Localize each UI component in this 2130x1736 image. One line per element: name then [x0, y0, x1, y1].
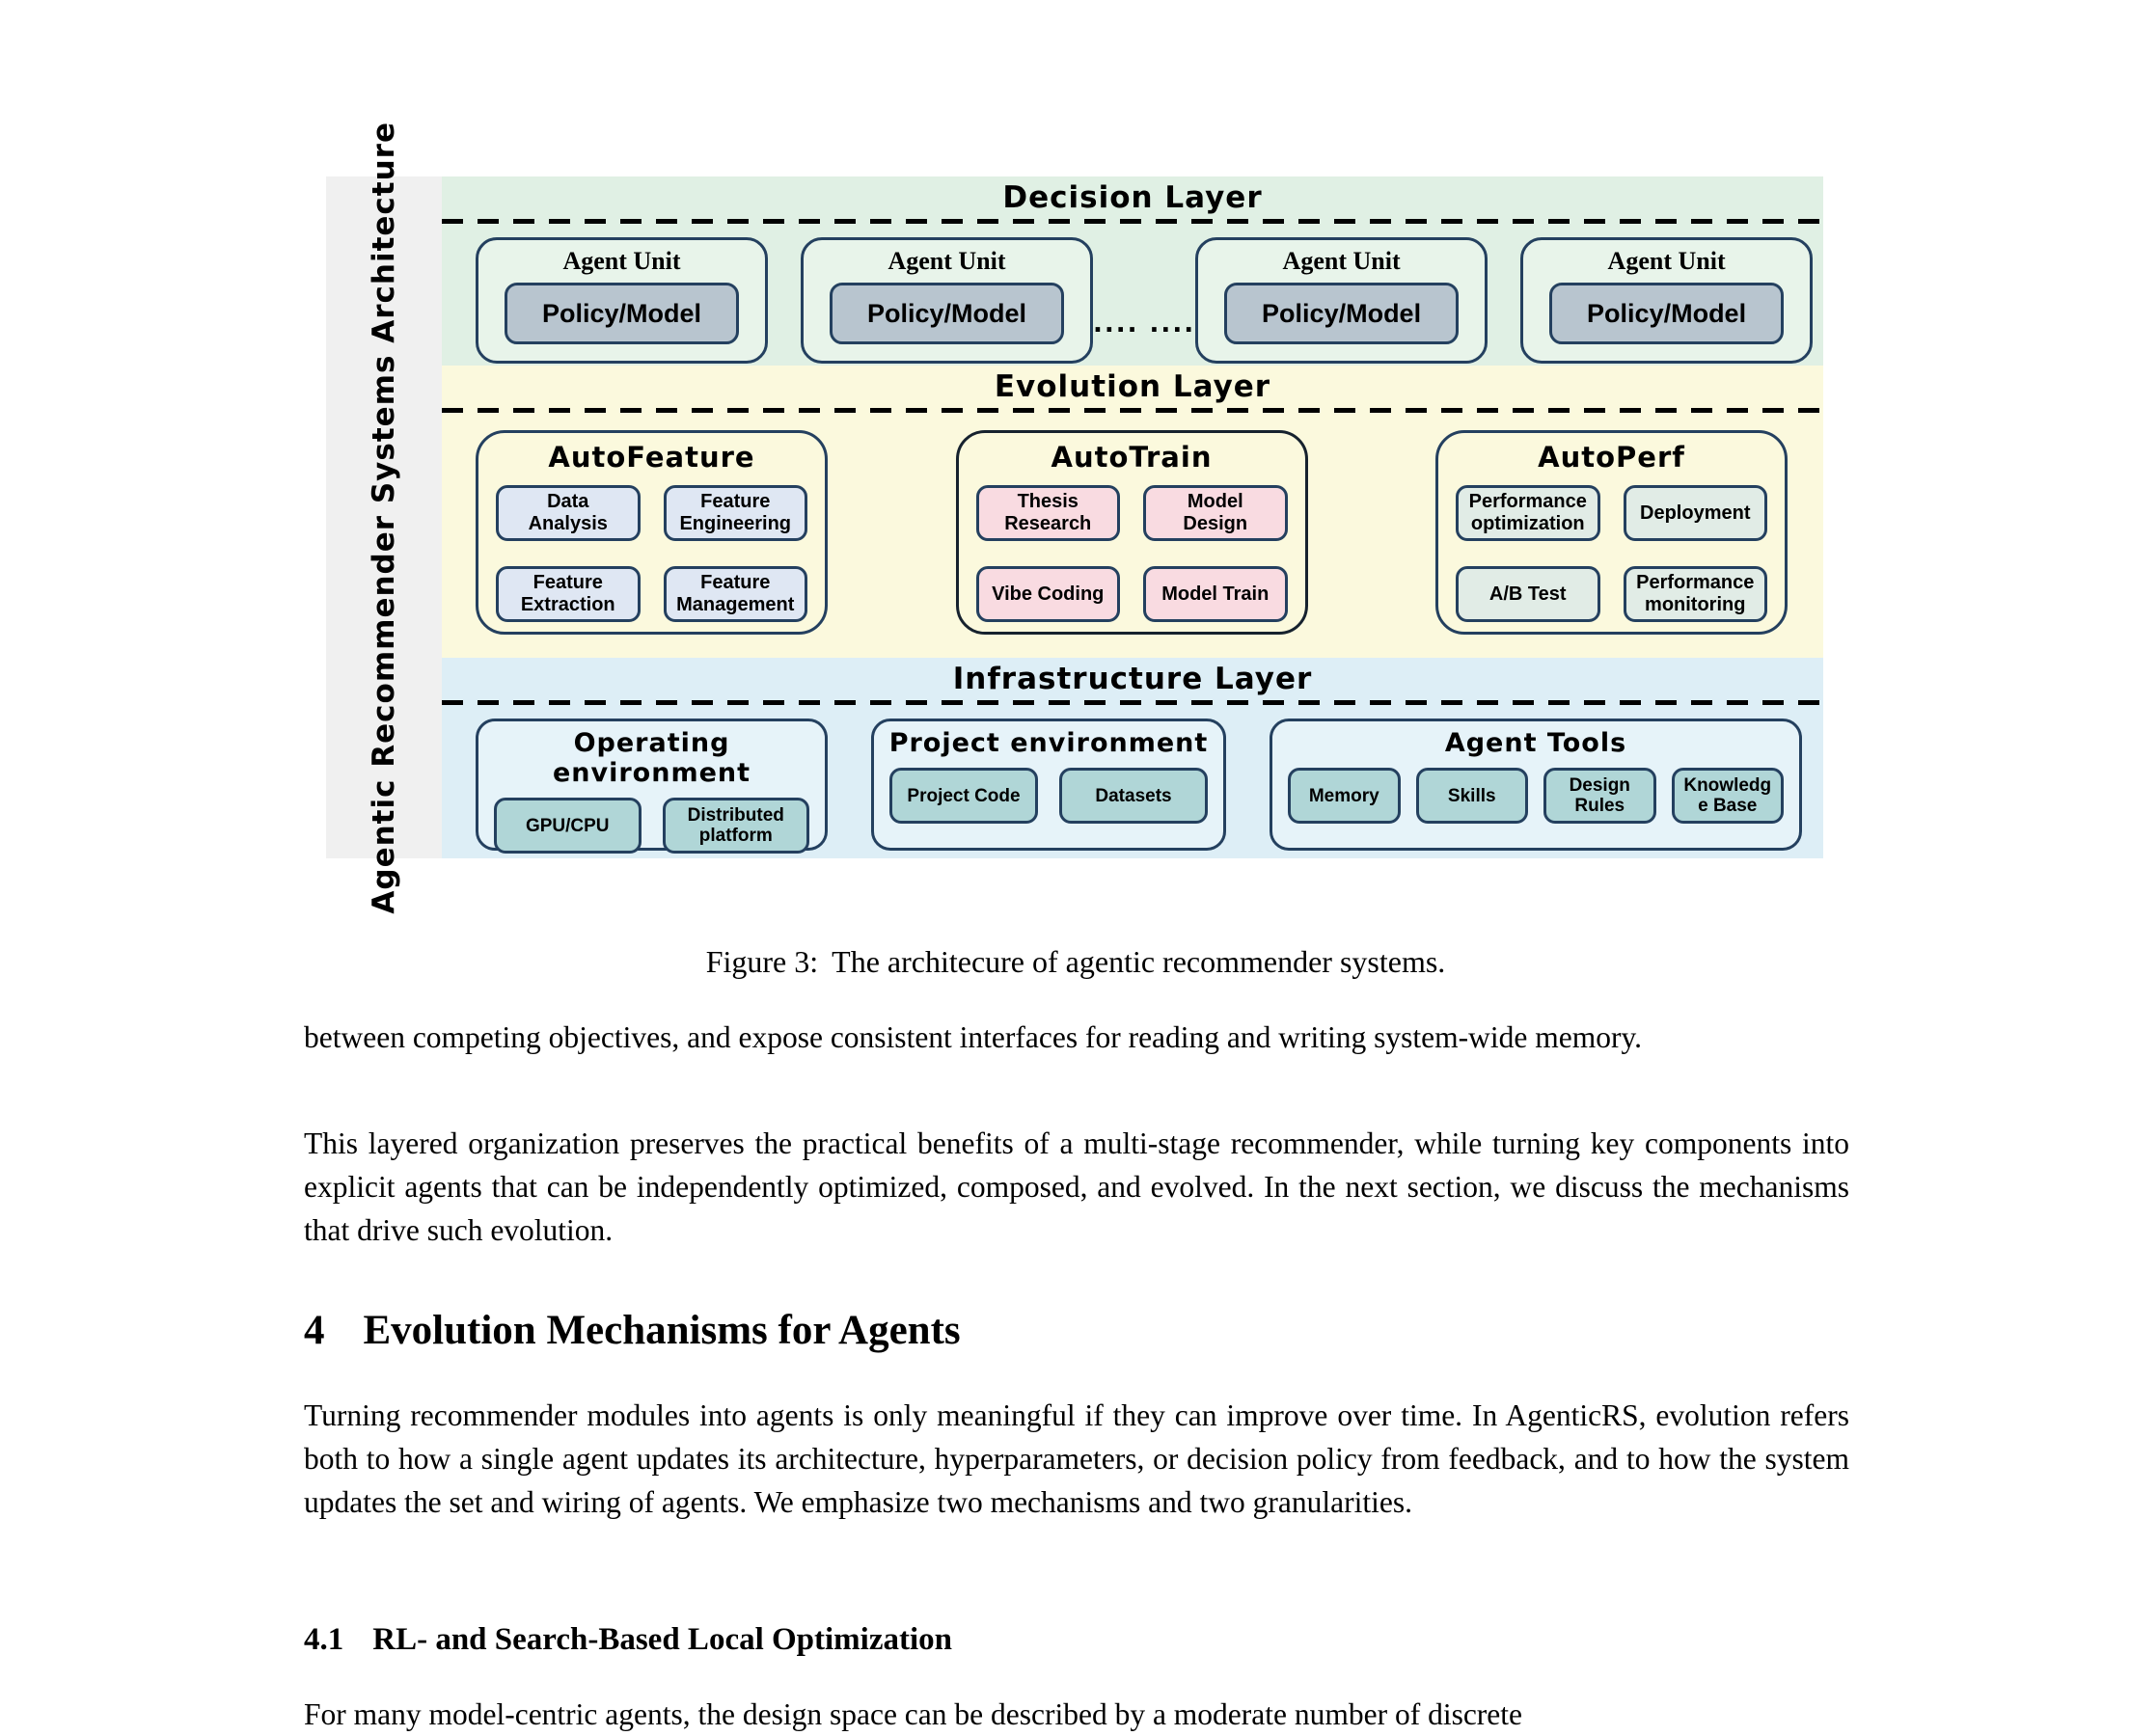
agent-unit-title: Agent Unit: [562, 247, 681, 275]
agent-unit-title: Agent Unit: [1607, 247, 1726, 275]
item-skills: Skills: [1416, 768, 1529, 824]
agent-tools-group: [1270, 719, 1802, 851]
agent-unit-2: [801, 237, 1093, 364]
item-performance-optimization: Performance optimization: [1456, 485, 1600, 541]
figure-sidebar: [326, 121, 442, 914]
figure-caption-label: Figure 3:: [705, 944, 819, 979]
project-environment-group: [871, 719, 1226, 851]
evolution-layer: [442, 366, 1823, 658]
item-knowledge-base: Knowledg e Base: [1672, 768, 1785, 824]
autotrain-title: AutoTrain: [1051, 441, 1213, 474]
figure-caption: [304, 944, 1847, 980]
autotrain-group: [956, 430, 1308, 635]
item-deployment: Deployment: [1624, 485, 1768, 541]
paragraph-1: between competing objectives, and expose consistent interfaces for reading and writing system-wide memory.: [304, 1020, 1643, 1054]
item-datasets: Datasets: [1059, 768, 1208, 824]
item-performance-monitoring: Performance monitoring: [1624, 566, 1768, 622]
subsection-heading: [304, 1622, 1849, 1658]
item-ab-test: A/B Test: [1456, 566, 1600, 622]
decision-layer-title: Decision Layer: [1002, 180, 1263, 215]
paragraph-2: This layered organization preserves the practical benefits of a multi-stage recommender, while turning key components into explicit agents that can be independently optimized, composed, and evolved. In the next section, we discuss the mechanisms that drive such evolution.: [304, 1126, 1849, 1247]
figure-caption-text: The architecure of agentic recommender systems.: [832, 944, 1446, 979]
agent-tools-title: Agent Tools: [1444, 728, 1627, 758]
agent-unit-title: Agent Unit: [1282, 247, 1401, 275]
agent-unit-4: [1520, 237, 1813, 364]
figure-layers: [442, 176, 1823, 858]
item-model-design: Model Design: [1143, 485, 1288, 541]
item-feature-management: Feature Management: [664, 566, 808, 622]
section-heading: [304, 1307, 1849, 1354]
operating-environment-group: [476, 719, 828, 851]
autofeature-group: [476, 430, 828, 635]
item-memory: Memory: [1288, 768, 1401, 824]
figure-architecture-diagram: [326, 121, 1823, 914]
section-number: 4: [304, 1308, 325, 1353]
evolution-groups-row: [442, 413, 1823, 635]
autofeature-title: AutoFeature: [548, 441, 755, 474]
decision-layer: [442, 176, 1823, 366]
evolution-layer-title: Evolution Layer: [994, 369, 1271, 404]
autoperf-group: [1435, 430, 1788, 635]
item-gpu-cpu: GPU/CPU: [494, 798, 642, 854]
project-environment-title: Project environment: [888, 728, 1209, 758]
item-feature-extraction: Feature Extraction: [496, 566, 641, 622]
agent-unit-1: [476, 237, 768, 364]
item-design-rules: Design Rules: [1543, 768, 1656, 824]
item-thesis-research: Thesis Research: [976, 485, 1121, 541]
policy-model-box: Policy/Model: [830, 283, 1064, 344]
ellipsis-dots: .... ....: [1093, 310, 1196, 339]
item-data-analysis: Data Analysis: [496, 485, 641, 541]
autoperf-title: AutoPerf: [1538, 441, 1685, 474]
paragraph-3: Turning recommender modules into agents is only meaningful if they can improve over time. In AgenticRS, evolution refers both to how a single agent updates its architecture, hyperparameters, or decision policy from feedback, and to how the system updates the set and wiring of agents. We emphasize two mechanisms and two granularities.: [304, 1398, 1849, 1519]
section-title: Evolution Mechanisms for Agents: [363, 1308, 961, 1353]
subsection-title: RL- and Search-Based Local Optimization: [372, 1622, 953, 1657]
figure-sidebar-label: Agentic Recommender Systems Architecture: [367, 121, 401, 914]
subsection-number: 4.1: [304, 1622, 344, 1657]
item-distributed-platform: Distributed platform: [663, 798, 810, 854]
paragraph-4: For many model-centric agents, the design space can be described by a moderate number of discrete: [304, 1697, 1523, 1731]
agent-unit-3: [1195, 237, 1488, 364]
policy-model-box: Policy/Model: [505, 283, 739, 344]
agent-units-row: [442, 224, 1823, 365]
item-vibe-coding: Vibe Coding: [976, 566, 1121, 622]
item-feature-engineering: Feature Engineering: [664, 485, 808, 541]
operating-environment-title: Operating environment: [552, 728, 751, 788]
policy-model-box: Policy/Model: [1549, 283, 1784, 344]
agent-unit-title: Agent Unit: [888, 247, 1006, 275]
infrastructure-groups-row: [442, 705, 1823, 851]
policy-model-box: Policy/Model: [1224, 283, 1459, 344]
infrastructure-layer: [442, 658, 1823, 858]
item-model-train: Model Train: [1143, 566, 1288, 622]
infrastructure-layer-title: Infrastructure Layer: [952, 662, 1313, 696]
item-project-code: Project Code: [889, 768, 1038, 824]
